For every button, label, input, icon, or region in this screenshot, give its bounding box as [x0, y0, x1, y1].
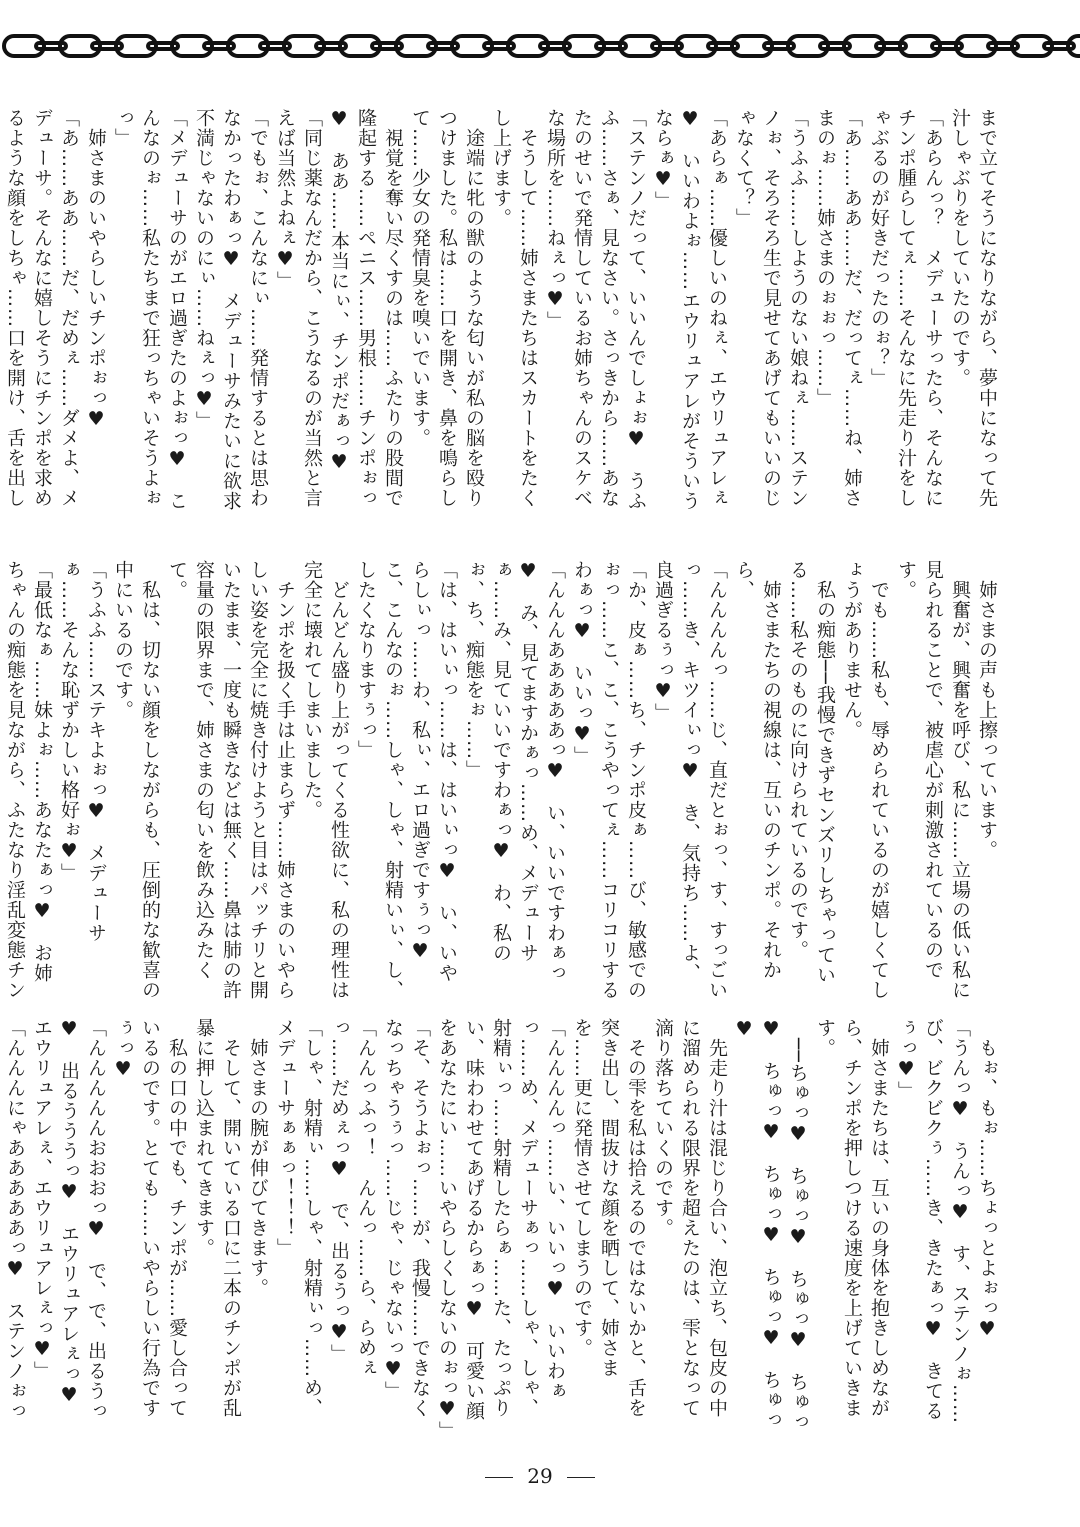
- text-line: そうして……姉さまたちはスカートをたくし上げます。: [490, 108, 539, 508]
- text-block-middle: [4, 560, 1000, 1000]
- text-line: 「か、皮ぁ……ち、チンポ皮ぁ……び、敏感でのぉっ……こ、こ、こうやってぇ……コリコリするわぁっ♥ いいっ♥」: [571, 560, 647, 1000]
- text-line: そして、開いている口に二本のチンポが乱暴に押し込まれてきます。: [193, 1018, 242, 1418]
- text-line: 興奮が、興奮を呼び、私に……立場の低い私に見られることで、被虐心が刺激されているのです。: [895, 560, 971, 1000]
- text-line: その雫を私は拾えるのではないかと、舌を突き出し、間抜けな顔を晒して、姉さまを……更に発情させてしまうのです。: [571, 1018, 647, 1418]
- text-line: 先走り汁は混じり合い、泡立ち、包皮の中に溜められる限界を超えたのは、雫となって滴り落ちていくのです。: [652, 1018, 728, 1418]
- text-line: チンポを扱く手は止まらず……姉さまのいやらしい姿を完全に焼き付けようと目はパッチリと開いたまま、一度も瞬きなどは無く……鼻は肺の許容量の限界まで、姉さまの匂いを飲み込みたくて。: [166, 560, 296, 1000]
- text-line: 姉さまたちは、互いの身体を抱きしめながら、チンポを押しつける速度を上げていきます。: [814, 1018, 890, 1418]
- text-line: まで立てそうになりながら、夢中になって先汁しゃぶりをしていたのです。: [949, 108, 998, 508]
- text-line: 私の口の中でも、チンポが……愛し合っているのです。とても……いやらしい行為ですぅっ♥: [112, 1018, 188, 1418]
- text-line: 「でもぉ、こんなにぃ……発情するとは思わなかったわぁっ♥ メデューサみたいに欲求不満じゃないのにぃ……ねぇっ♥」: [193, 108, 269, 511]
- text-line: 姉さまの声も上擦っています。: [976, 560, 998, 860]
- text-line: 「あらんっ？ メデューサったら、そんなにチンポ腫らしてぇ……そんなに先走り汁をしゃぶるのが好きだったのぉ？」: [868, 108, 944, 508]
- chain-border: [0, 28, 1080, 64]
- page-number-text: 29: [527, 1464, 553, 1488]
- text-line: 「うふふ……しようのない娘ねぇ……ステンノぉ、そろそろ生で見せてあげてもいいのじゃなくて？」: [733, 108, 809, 508]
- text-line: 姉さまたちの視線は、互いのチンポ。それから、: [733, 560, 782, 980]
- page-number: [440, 1462, 640, 1490]
- text-line: 「んんんんっ……じ、直だとぉっ、す、すっごいっ……き、キツイぃっ♥ き、気持ち……よ、良過ぎるぅっ♥」: [652, 560, 728, 1000]
- text-block-top: [4, 108, 1000, 526]
- text-line: 「同じ薬なんだから、こうなるのが当然と言えば当然よねぇ♥」: [274, 108, 323, 508]
- text-line: 「んんんんっ……い、いいっ♥ いいわぁっ……め、メデューサぁっ……しゃ、しゃ、射精ぃっ……射精したらぁ……た、たっぷりい、味わわせてあげるからぁっ♥ 可愛い顔をあなたにい……いやらしくしないのぉっ♥」: [436, 1018, 566, 1441]
- text-line: もぉ、もぉ……ちょっとよぉっ♥: [976, 1018, 998, 1341]
- text-line: 「そ、そうよぉっ……が、我慢……できなくなっちゃうぅっ……じゃ、じゃないっ♥」: [382, 1018, 431, 1418]
- text-line: 「あ……ああ……だ、だってぇ……ね、姉さまのぉ……姉さまのぉぉっ……」: [814, 108, 863, 508]
- text-line: 「しゃ、射精ぃ……しゃ、射精ぃっ……め、メデューサぁぁっ！！！」: [274, 1018, 323, 1418]
- text-line: 私の痴態──我慢できずセンズリしちゃっている……私そのものに向けられているのです。: [787, 560, 836, 985]
- text-line: 「最低なぁ……妹よぉ……あなたぁっ♥ お姉ちゃんの痴態を見ながら、ふたなり淫乱変態チン: [4, 560, 53, 1000]
- text-line: 途端に牝の獣のような匂いが私の脳を殴りつけました。私は……口を開き、鼻を鳴らして……少女の発情臭を嗅いでいます。: [409, 108, 485, 508]
- text-line: ──ちゅっ♥ ちゅっ♥ ちゅっ♥ ちゅっ♥ ちゅっ♥ ちゅっ♥ ちゅっ♥ ちゅっ♥: [733, 1018, 809, 1432]
- text-line: 私は、切ない顔をしながらも、圧倒的な歓喜の中にいるのです。: [112, 560, 161, 1000]
- text-line: 「あらぁ……優しいのねぇ、エウリュアレぇ♥ いいわよぉ……エウリュアレがそういうならぁ♥」: [652, 108, 728, 511]
- text-line: 「んんんんんおおおっ♥ で、で、出るうっ♥ 出るうううっ♥ エウリュアレぇっ♥ エウリュアレぇ、エウリュアレぇっ♥」: [31, 1018, 107, 1427]
- text-line: 「うんっ♥ うんっ♥ す、ステンノぉ……び、ビクビクぅ……き、きたぁっ♥ きてるぅっ♥」: [895, 1018, 971, 1424]
- text-line: 「んんんにゃあああああっ♥ ステンノぉっ: [4, 1018, 26, 1421]
- text-line: 姉さまのいやらしいチンポぉっ♥: [85, 108, 107, 431]
- text-line: 「メデューサのがエロ過ぎたのよぉっ♥ こんなのぉ……私たちまで狂っちゃいそうよぉっ」: [112, 108, 188, 511]
- text-line: 「うふふ……ステキよぉっ♥ メデューサぁ……そんな恥ずかしい格好ぉ♥」: [58, 560, 107, 943]
- text-line: 「あ……ああ……だ、だめぇ……ダメよ、メデューサ。そんなに嬉しそうにチンポを求めるような顔をしちゃ……口を開け、舌を出し: [4, 108, 80, 508]
- text-line: 姉さまの腕が伸びてきます。: [247, 1018, 269, 1298]
- text-line: どんどん盛り上がってくる性欲に、私の理性は完全に壊れてしまいました。: [301, 560, 350, 1000]
- folio-dash-right: [567, 1477, 595, 1478]
- folio-dash-left: [485, 1477, 513, 1478]
- text-line: 「は、はいぃっ……は、はいぃっ♥ い、いやらしぃっ……わ、私ぃ、エロ過ぎですぅっ♥ こ、こんなのぉ……しゃ、しゃ、射精いぃ、し、したくなりますぅっ」: [355, 560, 458, 1000]
- text-line: 視覚を奪い尽くすのは……ふたりの股間で隆起する……ペニス……男根……チンポぉっ♥ ああ……本当にぃ、チンポだぁっ♥: [328, 108, 404, 508]
- text-line: 「んんんあああああっ♥ い、いいですわぁっ♥ み、見てますかぁっ……め、メデューサぁ……み、見ていいですわぁっ♥ わ、私のぉ、ち、痴態をぉ……」: [463, 560, 566, 983]
- text-line: 「んんっふっ！ んんっ……ら、らめぇっ……だめぇっ♥ で、出るうっ♥」: [328, 1018, 377, 1378]
- text-line: でも……私も、辱められているのが嬉しくてしょうがありません。: [841, 560, 890, 1000]
- text-block-bottom: [4, 1018, 1000, 1441]
- text-line: 「ステンノだって、いいんでしょぉ♥ うふふ……さぁ、見なさい。さっきから……あなたのせいで発情しているお姉ちゃんのスケベな場所を……ねぇっ♥」: [544, 108, 647, 511]
